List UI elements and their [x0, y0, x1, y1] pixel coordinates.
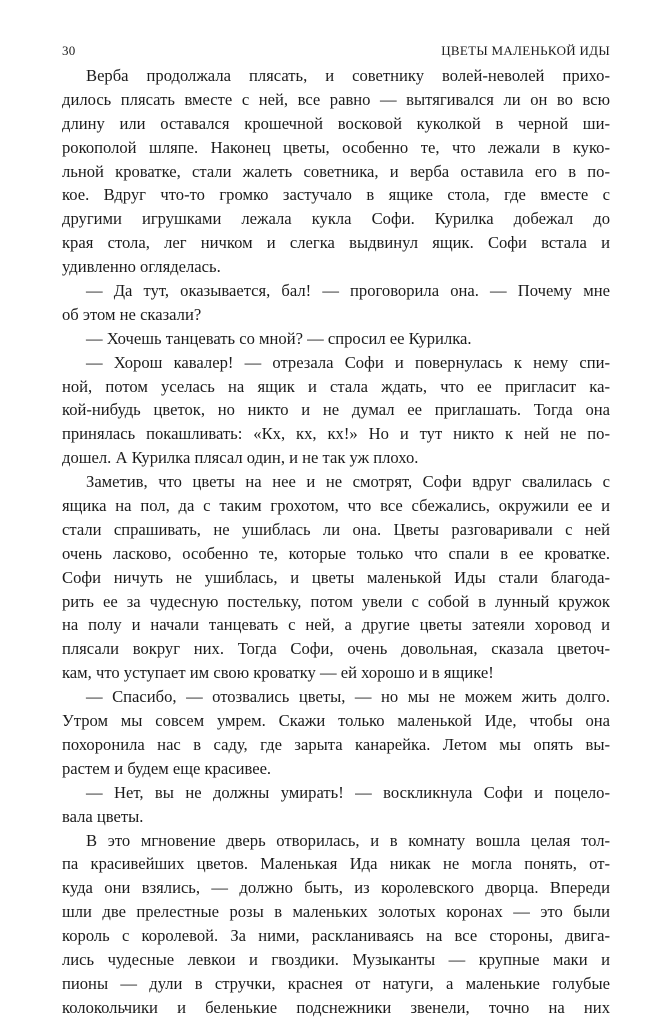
text-line: другими игрушками лежала кукла Софи. Курилка добежал до [62, 209, 610, 229]
text-line: В это мгновение дверь отворилась, и в комнату вошла целая тол- [86, 830, 610, 850]
text-line: кое. Вдруг что-то громко застучало в ящике стола, где вместе с [62, 185, 610, 205]
text-line: очень ласково, особенно те, которые только что спали в ее кроватке. [62, 543, 610, 563]
text-line: шли две прелестные розы в маленьких золотых коронах — это были [62, 902, 610, 922]
text-line: дилось плясать вместе с ней, все равно — вытягивался ли он во всю [62, 89, 610, 109]
text-line: пионы — дули в стручки, краснея от натуги, а маленькие голубые [62, 973, 610, 993]
text-line: — Хочешь танцевать со мной? — спросил ее Курилка. [86, 328, 472, 348]
text-line: кой-нибудь цветок, но никто и не думал ее приглашать. Тогда она [62, 400, 610, 420]
text-line: кам, что уступает им свою кроватку — ей хорошо и в ящике! [62, 663, 494, 683]
text-line: лись чудесные левкои и гвоздики. Музыканты — крупные маки и [62, 949, 610, 969]
text-line: Заметив, что цветы на нее и не смотрят, Софи вдруг свалилась с [86, 472, 610, 492]
text-line: па красивейших цветов. Маленькая Ида никак не могла понять, от- [62, 854, 610, 874]
text-line: Утром мы совсем умрем. Скажи только маленькой Иде, чтобы она [62, 711, 610, 731]
text-line: плясали вокруг них. Тогда Софи, очень довольная, сказала цветоч- [62, 639, 610, 659]
text-line: об этом не сказали? [62, 304, 202, 324]
text-line: Софи ничуть не ушиблась, и цветы маленькой Иды стали благода- [62, 567, 610, 587]
text-line: король с королевой. За ними, раскланиваясь на все стороны, двига- [62, 926, 610, 946]
text-line: рить ее за чудесную постельку, потом увели с собой в лунный кружок [62, 591, 610, 611]
text-line: куда они взялись, — должно быть, из королевского дворца. Впереди [62, 878, 610, 898]
page-number: 30 [62, 43, 76, 58]
text-line: края стола, лег ничком и слегка выдвинул ящик. Софи встала и [62, 233, 610, 253]
text-line: — Нет, вы не должны умирать! — воскликнула Софи и поцело- [86, 782, 610, 802]
running-header [62, 43, 610, 59]
text-line: растем и будем еще красивее. [62, 758, 272, 778]
text-line: Верба продолжала плясать, и советнику волей-неволей прихо- [86, 66, 610, 85]
text-line: ной, потом уселась на ящик и стала ждать, что ее пригласит ка- [62, 376, 610, 396]
body-text [62, 64, 610, 1020]
text-line: — Да тут, оказывается, бал! — проговорила она. — Почему мне [86, 281, 610, 301]
running-title: ЦВЕТЫ МАЛЕНЬКОЙ ИДЫ [441, 43, 610, 58]
text-line: колокольчики и беленькие подснежники звенели, точно на них [62, 997, 610, 1017]
text-line: — Спасибо, — отозвались цветы, — но мы не можем жить долго. [86, 687, 610, 707]
text-line: принялась покашливать: «Кх, кх, кх!» Но и тут никто к ней не по- [62, 424, 610, 444]
text-line: ящика на пол, да с таким грохотом, что все сбежались, окружили ее и [62, 496, 610, 516]
text-line: длину или оставался крошечной восковой куколкой в черной ши- [62, 113, 610, 133]
text-line: дошел. А Курилка плясал один, и не так уж плохо. [62, 448, 419, 468]
text-line: стали спрашивать, не ушиблась ли она. Цветы разговаривали с ней [62, 519, 610, 539]
text-line: на полу и начали танцевать с ней, а другие цветы затеяли хоровод и [62, 615, 610, 635]
text-line: — Хорош кавалер! — отрезала Софи и повернулась к нему спи- [86, 352, 610, 372]
text-line: удивленно огляделась. [62, 257, 221, 277]
text-line: льной кроватке, стали жалеть советника, и верба оставила его в по- [62, 161, 610, 181]
text-line: вала цветы. [62, 806, 144, 826]
text-line: похоронила нас в саду, где зарыта канарейка. Летом мы опять вы- [62, 734, 610, 754]
text-line: рокополой шляпе. Наконец цветы, особенно те, что лежали в куко- [62, 137, 610, 157]
